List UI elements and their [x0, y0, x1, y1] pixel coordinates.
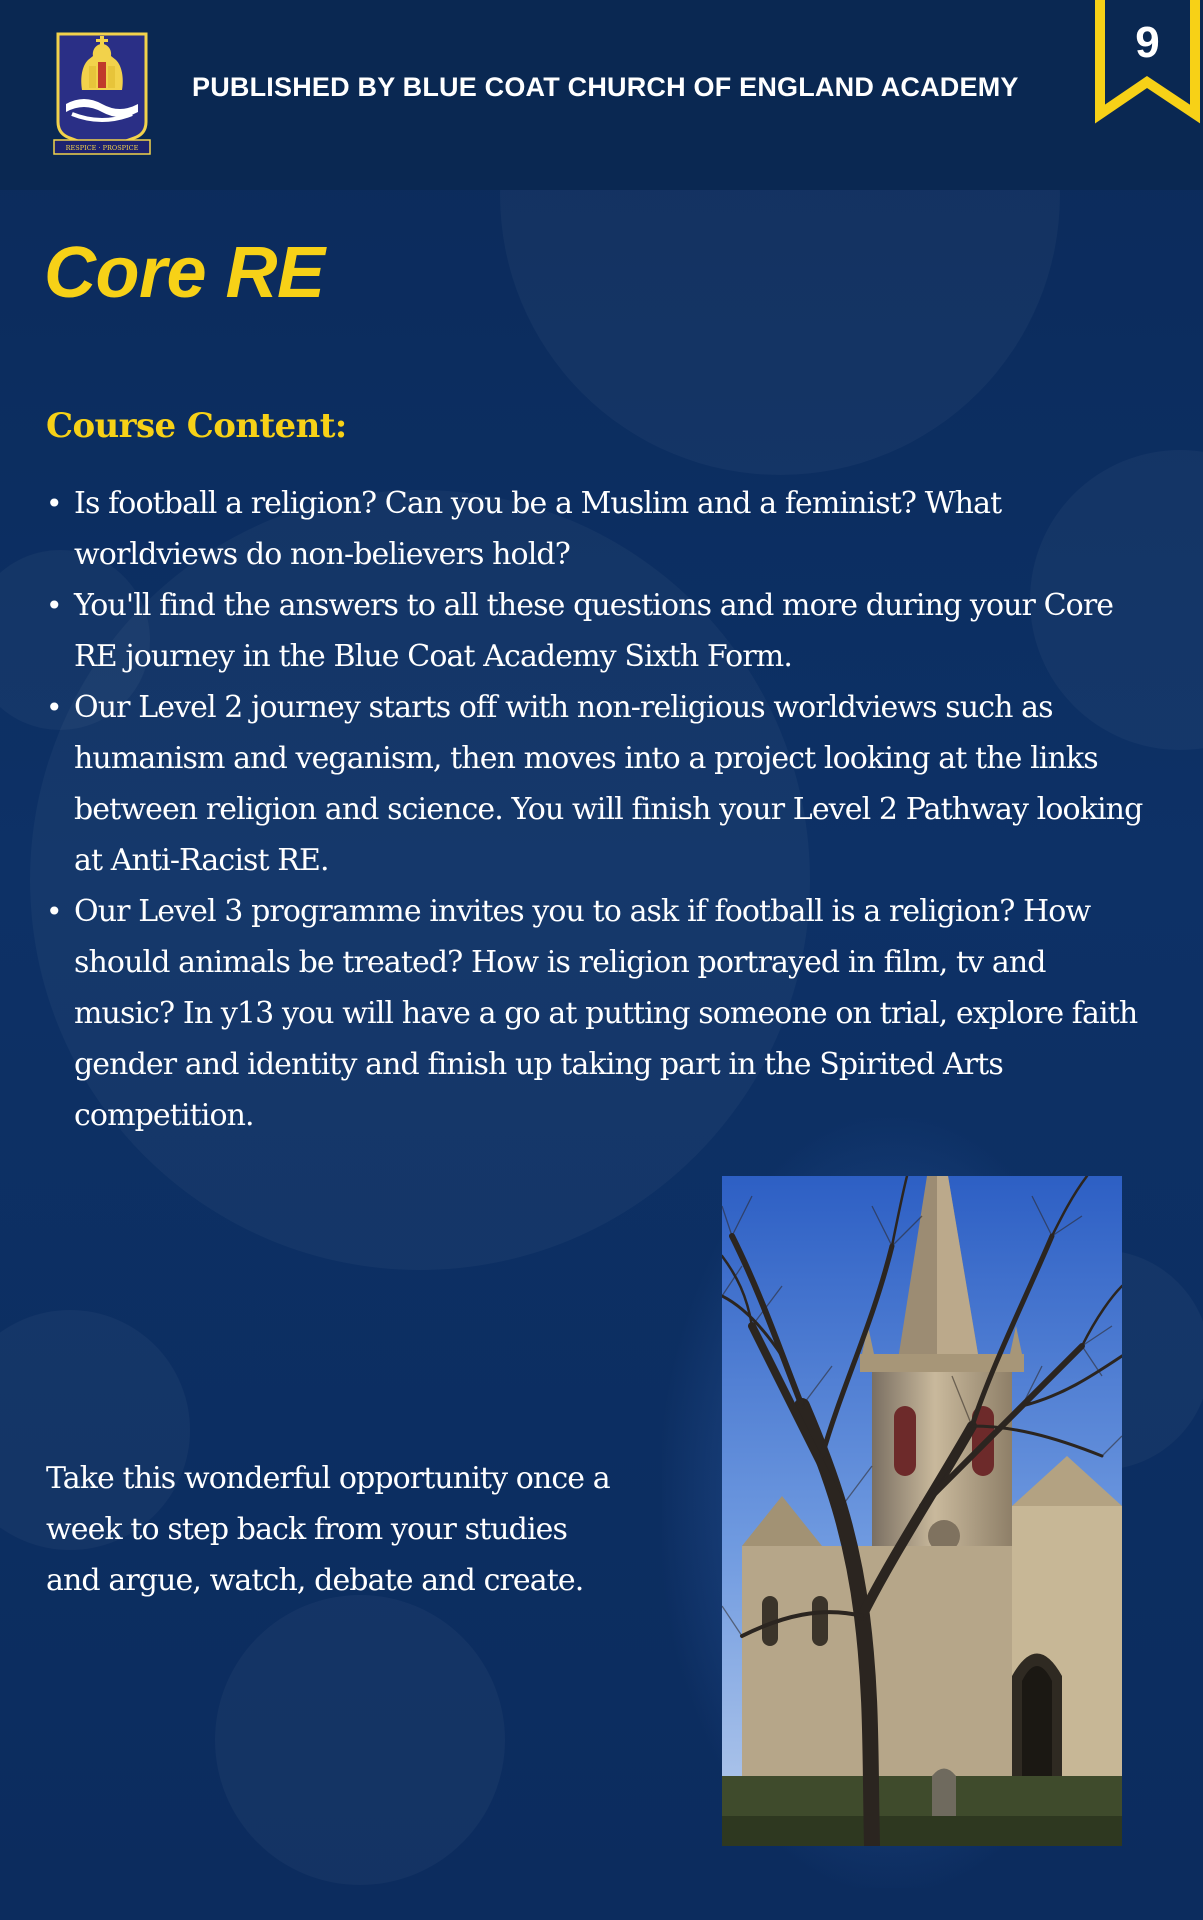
school-crest-logo	[52, 30, 152, 158]
list-item-text: Our Level 2 journey starts off with non-religious worldviews such as humanism and veganism, then moves into a project looking at the links between religion and science. You will finish your Level 2 Pathway looking at Anti-Racist RE.	[74, 690, 1143, 878]
list-item-text: Is football a religion? Can you be a Muslim and a feminist? What worldviews do non-believers hold?	[74, 486, 1002, 572]
list-item	[46, 886, 1146, 1141]
bullet-icon: •	[46, 895, 62, 928]
church-photo	[722, 1176, 1122, 1846]
list-item-text: Our Level 3 programme invites you to ask if football is a religion? How should animals be treated? How is religion portrayed in film, tv and music? In y13 you will have a go at putting someone on trial, explore faith gender and identity and finish up taking part in the Spirited Arts competition.	[74, 894, 1138, 1133]
list-item-text: You'll find the answers to all these questions and more during your Core RE journey in the Blue Coat Academy Sixth Form.	[74, 588, 1114, 674]
page-title: Core RE	[44, 233, 325, 313]
list-item	[46, 580, 1146, 682]
list-item	[46, 478, 1146, 580]
page-number: 9	[1135, 18, 1160, 67]
bullet-icon: •	[46, 487, 62, 520]
closing-statement: Take this wonderful opportunity once a week to step back from your studies and argue, watch, debate and create.	[46, 1461, 610, 1598]
bullet-icon: •	[46, 589, 62, 622]
course-content-heading: Course Content:	[46, 406, 347, 446]
bullet-icon: •	[46, 691, 62, 724]
list-item	[46, 682, 1146, 886]
publisher-line: PUBLISHED BY BLUE COAT CHURCH OF ENGLAND ACADEMY	[192, 72, 1019, 102]
crest-motto: RESPICE · PROSPICE	[65, 144, 139, 152]
course-content-list	[46, 478, 1146, 1141]
